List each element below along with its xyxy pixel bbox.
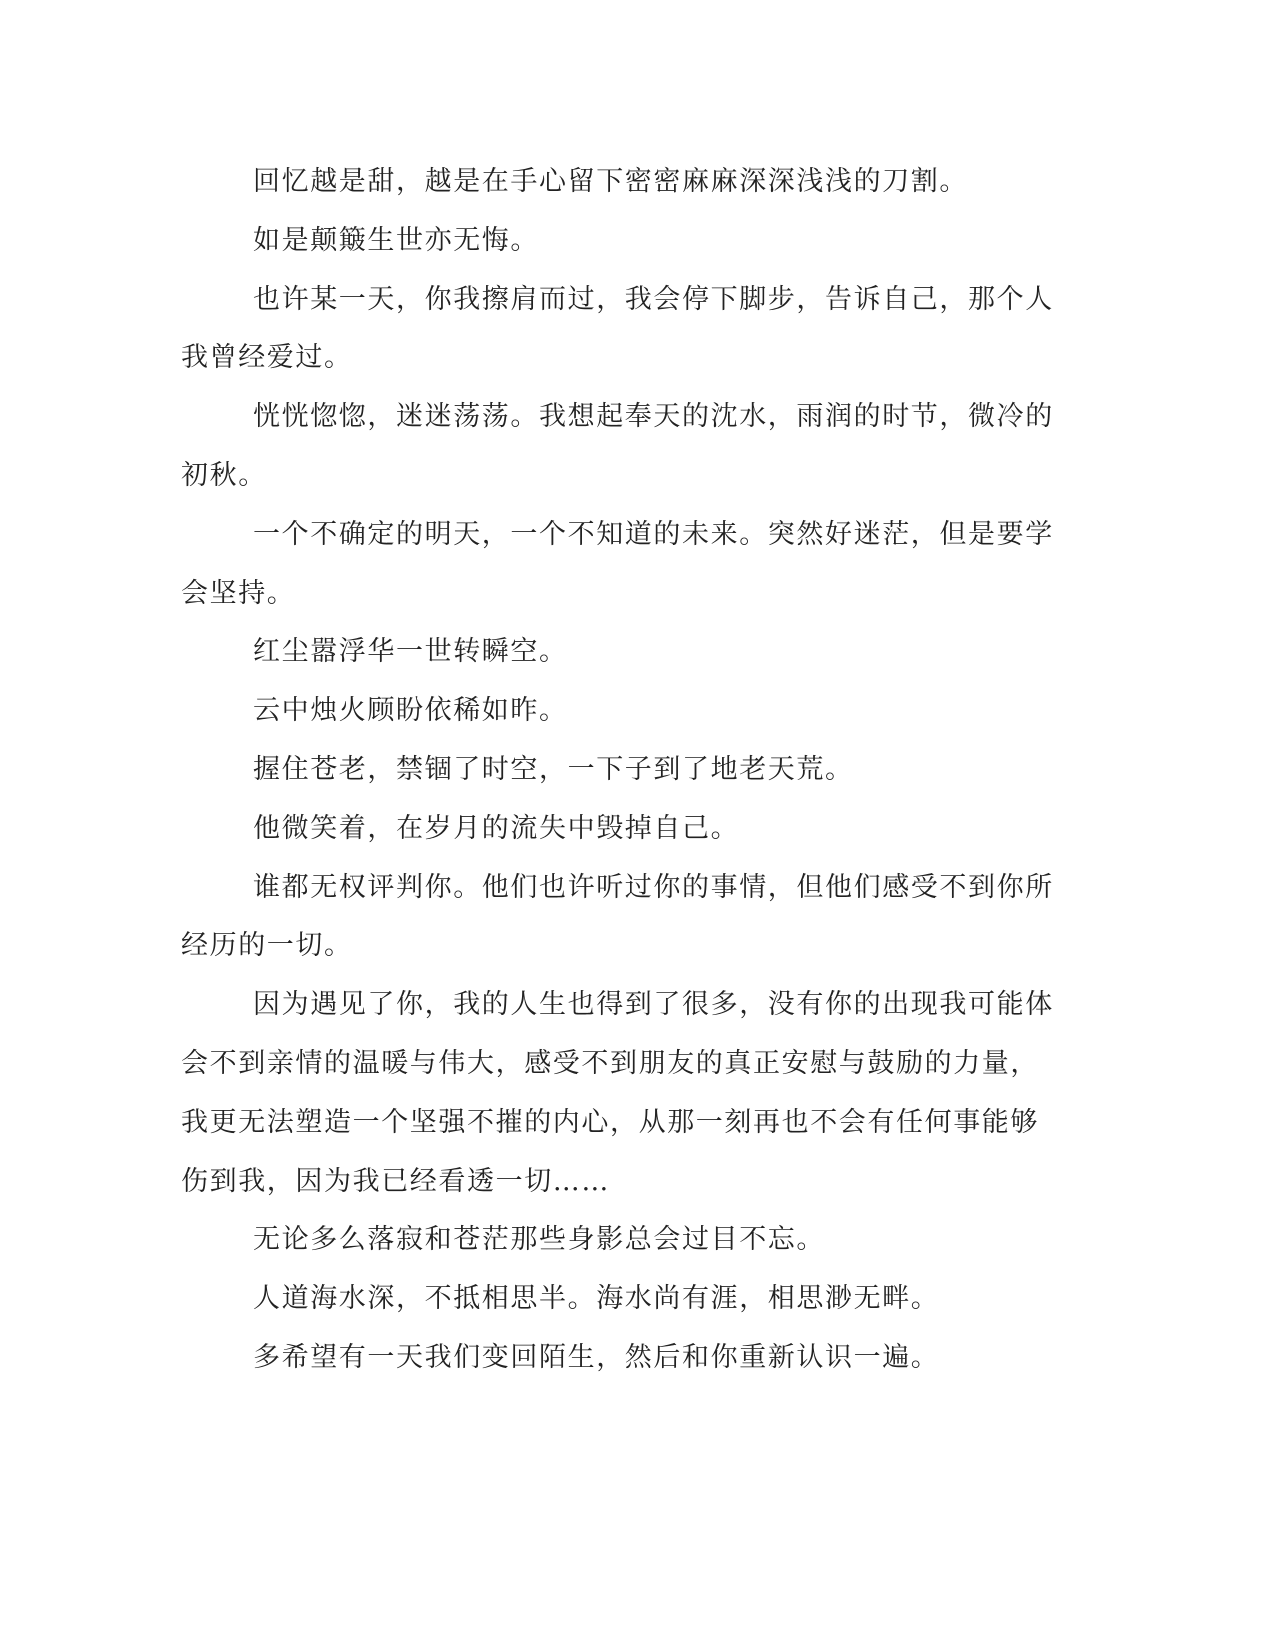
paragraph (181, 212, 1061, 271)
text-line: 也许某一天，你我擦肩而过，我会停下脚步，告诉自己，那个人 (253, 283, 1054, 315)
text-line: 云中烛火顾盼依稀如昨。 (253, 695, 568, 727)
paragraph (181, 741, 1061, 800)
paragraph (181, 1329, 1061, 1388)
text-line: 谁都无权评判你。他们也许听过你的事情，但他们感受不到你所 (253, 871, 1054, 903)
text-line: 无论多么落寂和苍茫那些身影总会过目不忘。 (253, 1224, 825, 1256)
text-line: 人道海水深，不抵相思半。海水尚有涯，相思渺无畔。 (253, 1283, 940, 1315)
text-line: 握住苍老，禁锢了时空，一下子到了地老天荒。 (253, 753, 854, 785)
text-line: 我曾经爱过。 (181, 342, 353, 374)
paragraph (181, 388, 1061, 506)
text-line: 多希望有一天我们变回陌生，然后和你重新认识一遍。 (253, 1341, 940, 1373)
paragraph (181, 153, 1061, 212)
paragraph (181, 1211, 1061, 1270)
document-body (181, 153, 1061, 1388)
text-line: 如是颠簸生世亦无悔。 (253, 224, 539, 256)
paragraph (181, 976, 1061, 1211)
text-line: 我更无法塑造一个坚强不摧的内心，从那一刻再也不会有任何事能够 (181, 1106, 1039, 1138)
text-line: 一个不确定的明天，一个不知道的未来。突然好迷茫，但是要学 (253, 518, 1054, 550)
text-line: 红尘嚣浮华一世转瞬空。 (253, 636, 568, 668)
text-line: 回忆越是甜，越是在手心留下密密麻麻深深浅浅的刀割。 (253, 166, 968, 197)
text-line: 伤到我，因为我已经看透一切…… (181, 1165, 610, 1197)
paragraph (181, 859, 1061, 977)
paragraph (181, 271, 1061, 389)
paragraph (181, 800, 1061, 859)
text-line: 会坚持。 (181, 577, 296, 609)
text-line: 恍恍惚惚，迷迷荡荡。我想起奉天的沈水，雨润的时节，微冷的 (253, 401, 1054, 433)
paragraph (181, 623, 1061, 682)
text-line: 因为遇见了你，我的人生也得到了很多，没有你的出现我可能体 (253, 989, 1054, 1021)
text-line: 初秋。 (181, 459, 267, 491)
text-line: 他微笑着，在岁月的流失中毁掉自己。 (253, 812, 740, 844)
paragraph (181, 1270, 1061, 1329)
text-line: 经历的一切。 (181, 930, 353, 962)
text-line: 会不到亲情的温暖与伟大，感受不到朋友的真正安慰与鼓励的力量， (181, 1047, 1039, 1079)
paragraph (181, 682, 1061, 741)
paragraph (181, 506, 1061, 624)
